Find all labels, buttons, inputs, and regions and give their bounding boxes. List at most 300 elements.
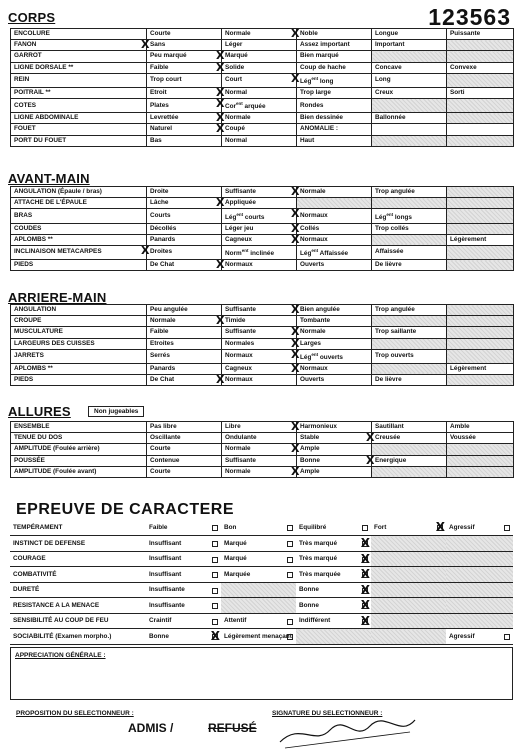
option-cell[interactable] — [216, 196, 297, 210]
row-label: PIEDS — [11, 260, 147, 271]
option-cell[interactable] — [447, 316, 514, 327]
checkbox[interactable] — [362, 525, 368, 531]
option-label: Harmonieux — [300, 423, 337, 431]
row-label: CROUPE — [11, 316, 147, 327]
option-cell[interactable] — [297, 62, 372, 73]
option-cell[interactable] — [297, 113, 372, 124]
checkbox[interactable] — [287, 525, 293, 531]
cross-mark-icon: X — [291, 420, 300, 433]
option-cell[interactable] — [222, 27, 300, 40]
checkbox[interactable] — [504, 525, 510, 531]
option-cell[interactable] — [147, 349, 222, 363]
admis-option[interactable]: ADMIS / — [128, 721, 174, 735]
option-cell[interactable] — [297, 87, 372, 98]
option-cell[interactable] — [216, 373, 297, 387]
checkbox[interactable] — [287, 541, 293, 547]
option-label: Ondulante — [225, 434, 257, 442]
cross-mark-icon: X — [366, 431, 375, 445]
option-cell[interactable] — [291, 303, 372, 316]
row-label: AMPLITUDE (Foulée arrière) — [11, 444, 147, 455]
option-cell[interactable] — [146, 567, 221, 583]
option-cell[interactable] — [147, 314, 225, 328]
option-cell[interactable] — [147, 305, 222, 316]
option-label: Bas — [150, 136, 162, 144]
option-cell[interactable] — [297, 198, 372, 209]
option-cell[interactable] — [147, 29, 222, 40]
table-row — [11, 87, 514, 98]
option-label: Affaissée — [375, 248, 404, 256]
option-cell[interactable] — [291, 71, 372, 87]
option-cell[interactable] — [372, 187, 447, 198]
option-cell[interactable] — [222, 245, 297, 259]
option-cell[interactable] — [296, 520, 371, 536]
option-cell[interactable] — [147, 196, 225, 210]
table-row — [10, 567, 513, 583]
option-cell[interactable] — [146, 629, 221, 645]
option-cell[interactable] — [296, 598, 371, 614]
option-cell[interactable] — [147, 234, 222, 245]
option-cell[interactable] — [296, 536, 371, 552]
option-cell[interactable] — [146, 582, 221, 598]
option-label: Droite — [150, 188, 169, 196]
table-row — [11, 62, 514, 73]
option-cell[interactable] — [222, 336, 300, 350]
option-cell[interactable] — [291, 361, 372, 375]
option-cell[interactable] — [147, 135, 222, 146]
option-label: Normaux — [225, 261, 253, 269]
option-cell[interactable] — [216, 111, 297, 125]
checkbox[interactable] — [287, 634, 293, 640]
row-label: PIEDS — [11, 375, 147, 386]
row-label: PORT DU FOUET — [11, 135, 147, 146]
option-cell[interactable] — [221, 613, 296, 629]
option-cell[interactable] — [147, 223, 222, 234]
option-cell[interactable] — [297, 135, 372, 146]
option-label: Faible — [150, 328, 169, 336]
option-cell[interactable] — [372, 260, 447, 271]
option-cell[interactable] — [372, 466, 447, 477]
option-label: Contenue — [150, 456, 180, 464]
option-cell[interactable] — [146, 520, 221, 536]
option-cell[interactable] — [222, 347, 300, 363]
option-cell[interactable] — [222, 420, 300, 433]
option-label: Lég$^{ent}$ ouverts — [300, 351, 343, 361]
option-label: Droites — [150, 248, 173, 256]
option-label: Indifférent — [299, 617, 331, 625]
option-cell[interactable] — [221, 629, 296, 645]
option-cell[interactable] — [297, 375, 372, 386]
option-cell[interactable] — [372, 40, 447, 51]
option-cell[interactable] — [447, 113, 514, 124]
option-cell[interactable] — [147, 60, 225, 74]
option-label: Normale — [225, 467, 251, 475]
option-label: Creux — [375, 88, 394, 96]
option-cell[interactable] — [447, 444, 514, 455]
appreciation-label: APPRECIATION GÉNÉRALE : — [15, 652, 106, 659]
option-cell — [371, 582, 446, 598]
option-cell[interactable] — [222, 455, 297, 466]
option-cell[interactable] — [447, 245, 514, 259]
checkbox[interactable] — [212, 525, 218, 531]
table-row — [11, 305, 514, 316]
option-cell[interactable] — [147, 209, 222, 223]
option-cell[interactable] — [372, 209, 447, 223]
option-cell[interactable] — [447, 466, 514, 477]
row-label: BRAS — [11, 209, 147, 223]
option-cell[interactable] — [446, 520, 513, 536]
option-cell[interactable] — [216, 97, 297, 113]
option-cell[interactable] — [447, 338, 514, 349]
cross-mark-icon: X — [366, 453, 375, 467]
option-cell[interactable] — [291, 325, 372, 339]
option-cell[interactable] — [146, 598, 221, 614]
option-cell[interactable] — [297, 260, 372, 271]
option-cell[interactable] — [372, 316, 447, 327]
option-cell[interactable] — [147, 327, 222, 338]
option-cell[interactable] — [291, 27, 372, 40]
option-cell[interactable] — [447, 260, 514, 271]
option-cell[interactable] — [147, 258, 225, 271]
option-cell[interactable] — [222, 433, 297, 444]
option-cell[interactable] — [222, 135, 297, 146]
option-cell[interactable] — [291, 207, 372, 223]
option-cell[interactable] — [291, 232, 372, 246]
check-mark-icon: X — [210, 629, 220, 643]
row-label: COMBATIVITÉ — [10, 567, 146, 583]
option-label: Sans — [150, 41, 166, 49]
option-cell[interactable] — [222, 303, 300, 316]
table-row — [10, 520, 513, 536]
option-cell[interactable] — [147, 187, 222, 198]
refuse-option[interactable]: REFUSÉ — [208, 721, 257, 735]
section-title-arriere-main: ARRIERE-MAIN — [8, 290, 107, 305]
option-cell[interactable] — [447, 99, 514, 113]
table-row — [10, 536, 513, 552]
checkbox[interactable] — [287, 572, 293, 578]
option-label: Norm$^{ent}$ inclinée — [225, 247, 275, 257]
row-label: RESISTANCE A LA MENACE — [10, 598, 146, 614]
option-cell[interactable] — [447, 305, 514, 316]
option-cell[interactable] — [147, 122, 225, 136]
table-row — [11, 198, 514, 209]
option-label: Bien marqué — [300, 52, 339, 60]
option-cell[interactable] — [147, 111, 225, 125]
option-cell[interactable] — [446, 629, 513, 645]
option-label: Faible — [149, 524, 168, 531]
option-cell[interactable] — [447, 433, 514, 444]
cross-mark-icon: X — [291, 207, 300, 221]
option-cell[interactable] — [297, 40, 372, 51]
option-cell[interactable] — [147, 97, 225, 113]
checkbox[interactable] — [212, 588, 218, 594]
option-label: Long — [375, 76, 391, 84]
option-cell[interactable] — [141, 38, 222, 52]
option-cell[interactable] — [372, 338, 447, 349]
option-cell[interactable] — [372, 198, 447, 209]
table-row — [11, 51, 514, 62]
table-row — [10, 582, 513, 598]
option-cell[interactable] — [291, 347, 372, 363]
option-cell[interactable] — [221, 551, 296, 567]
allures-table — [10, 421, 514, 478]
option-cell[interactable] — [447, 40, 514, 51]
option-cell[interactable] — [291, 464, 372, 478]
option-cell[interactable] — [372, 51, 447, 62]
section-title-caractere: EPREUVE DE CARACTERE — [16, 501, 235, 518]
option-cell[interactable] — [146, 536, 221, 552]
option-cell[interactable] — [447, 187, 514, 198]
option-cell[interactable] — [372, 349, 447, 363]
table-row — [11, 466, 514, 477]
option-label: Courte — [150, 467, 171, 475]
option-cell[interactable] — [366, 453, 447, 467]
option-label: De Chat — [150, 261, 175, 269]
option-cell[interactable] — [291, 336, 372, 350]
option-cell[interactable] — [447, 135, 514, 146]
option-cell[interactable] — [447, 422, 514, 433]
checkbox[interactable] — [212, 541, 218, 547]
option-cell — [371, 629, 446, 645]
option-label: Concave — [375, 63, 402, 71]
checkbox[interactable] — [212, 603, 218, 609]
row-label: TEMPÉRAMENT — [10, 520, 146, 536]
option-cell[interactable] — [216, 60, 297, 74]
cross-mark-icon: X — [216, 97, 225, 111]
option-cell[interactable] — [146, 551, 221, 567]
option-label: Ouverts — [300, 376, 325, 384]
table-row — [11, 223, 514, 234]
table-row — [10, 613, 513, 629]
option-cell[interactable] — [372, 124, 447, 135]
option-label: Insuffisante — [149, 586, 185, 594]
check-mark-icon: X — [435, 520, 445, 534]
section-title-allures: ALLURES — [8, 404, 71, 419]
option-cell[interactable] — [372, 223, 447, 234]
table-row — [11, 29, 514, 40]
option-cell[interactable] — [447, 363, 514, 374]
option-cell[interactable] — [447, 327, 514, 338]
option-cell[interactable] — [291, 442, 372, 456]
option-cell[interactable] — [146, 613, 221, 629]
option-cell — [371, 598, 446, 614]
checkbox[interactable] — [212, 557, 218, 563]
option-cell[interactable] — [147, 73, 222, 87]
row-label: COUDES — [11, 223, 147, 234]
option-cell — [446, 567, 513, 583]
option-label: Cagneux — [225, 235, 252, 243]
option-cell[interactable] — [297, 245, 372, 259]
appreciation-box[interactable] — [10, 647, 513, 700]
option-cell[interactable] — [222, 40, 297, 51]
row-label: LIGNE DORSALE ** — [11, 62, 147, 73]
option-label: Marqué — [224, 555, 247, 563]
option-label: Normaux — [225, 352, 253, 360]
option-cell[interactable] — [372, 135, 447, 146]
option-cell[interactable] — [222, 221, 300, 235]
option-cell — [371, 613, 446, 629]
option-label: Marquée — [224, 570, 251, 578]
option-cell[interactable] — [447, 51, 514, 62]
option-cell[interactable] — [447, 223, 514, 234]
option-label: Normaux — [300, 211, 328, 219]
option-cell[interactable] — [296, 567, 371, 583]
checkbox[interactable] — [504, 634, 510, 640]
option-cell[interactable] — [296, 613, 371, 629]
option-cell[interactable] — [372, 87, 447, 98]
option-cell[interactable] — [221, 567, 296, 583]
checkbox[interactable] — [212, 572, 218, 578]
option-cell[interactable] — [372, 375, 447, 386]
cross-mark-icon: X — [291, 464, 300, 478]
row-label: MUSCULATURE — [11, 327, 147, 338]
option-cell[interactable] — [216, 49, 297, 63]
option-cell[interactable] — [372, 113, 447, 124]
option-cell[interactable] — [372, 234, 447, 245]
option-cell[interactable] — [372, 444, 447, 455]
option-cell[interactable] — [221, 520, 296, 536]
option-label: Normale — [300, 188, 326, 196]
option-cell[interactable] — [141, 243, 222, 259]
option-cell[interactable] — [447, 62, 514, 73]
option-cell[interactable] — [147, 444, 222, 455]
row-label: GARROT — [11, 51, 147, 62]
option-cell[interactable] — [447, 455, 514, 466]
option-cell[interactable] — [222, 464, 300, 478]
option-cell[interactable] — [222, 232, 300, 246]
option-cell[interactable] — [372, 73, 447, 87]
option-cell[interactable] — [366, 431, 447, 445]
option-cell[interactable] — [447, 209, 514, 223]
option-cell — [371, 536, 446, 552]
option-label: Etroit — [150, 88, 167, 96]
option-cell[interactable] — [297, 99, 372, 113]
section-title-avant-main: AVANT-MAIN — [8, 171, 90, 186]
option-cell[interactable] — [447, 124, 514, 135]
option-cell[interactable] — [447, 29, 514, 40]
row-label: FANON — [11, 40, 147, 51]
option-cell[interactable] — [147, 373, 225, 387]
non-jugeables-box[interactable]: Non jugeables — [88, 406, 144, 417]
option-label: Normales — [225, 339, 255, 347]
checkbox[interactable] — [287, 619, 293, 625]
option-cell[interactable] — [296, 582, 371, 598]
option-cell[interactable] — [147, 85, 225, 99]
option-label: Agressif — [449, 632, 475, 640]
cross-mark-icon: X — [291, 71, 300, 85]
option-label: Panards — [150, 235, 176, 243]
option-cell[interactable] — [222, 442, 300, 456]
option-cell[interactable] — [372, 327, 447, 338]
option-cell[interactable] — [447, 73, 514, 87]
option-cell[interactable] — [447, 87, 514, 98]
option-cell[interactable] — [372, 62, 447, 73]
option-cell[interactable] — [297, 124, 372, 135]
option-label: Cor$^{ent}$ arquée — [225, 101, 266, 111]
table-row — [11, 209, 514, 223]
table-row — [11, 73, 514, 87]
option-cell[interactable] — [372, 29, 447, 40]
option-cell[interactable] — [372, 305, 447, 316]
option-cell[interactable] — [222, 325, 300, 339]
option-cell[interactable] — [222, 361, 300, 375]
option-label: Bonne — [300, 456, 320, 464]
option-cell[interactable] — [147, 455, 222, 466]
option-label: Insuffisant — [149, 539, 182, 547]
option-label: De lièvre — [375, 261, 402, 269]
option-cell[interactable] — [291, 185, 372, 198]
checkbox[interactable] — [212, 619, 218, 625]
option-cell — [446, 598, 513, 614]
row-label: SOCIABILITÉ (Examen morpho.) — [10, 629, 146, 645]
corps-table — [10, 28, 514, 147]
row-label: ENSEMBLE — [11, 422, 147, 433]
option-cell[interactable] — [296, 551, 371, 567]
option-cell[interactable] — [147, 363, 222, 374]
option-cell[interactable] — [147, 338, 222, 349]
option-cell[interactable] — [216, 258, 297, 271]
option-label: Trop ouverts — [375, 352, 414, 360]
option-cell[interactable] — [447, 349, 514, 363]
option-cell[interactable] — [147, 422, 222, 433]
option-cell[interactable] — [371, 520, 446, 536]
option-label: Haut — [300, 136, 315, 144]
option-cell[interactable] — [221, 536, 296, 552]
table-row — [11, 40, 514, 51]
option-cell[interactable] — [147, 49, 225, 63]
option-cell[interactable] — [216, 314, 297, 328]
option-label: Appliquée — [225, 199, 256, 207]
option-cell[interactable] — [447, 198, 514, 209]
option-label: Trop large — [300, 88, 331, 96]
option-cell[interactable] — [372, 422, 447, 433]
row-label: COURAGE — [10, 551, 146, 567]
option-cell[interactable] — [447, 234, 514, 245]
option-label: Légèrement menaçant — [224, 632, 292, 640]
table-row — [11, 338, 514, 349]
option-cell[interactable] — [372, 363, 447, 374]
option-cell[interactable] — [297, 431, 375, 445]
option-label: Tombante — [300, 317, 331, 325]
option-cell[interactable] — [297, 51, 372, 62]
option-cell[interactable] — [447, 375, 514, 386]
option-cell[interactable] — [216, 122, 297, 136]
option-label: Etroites — [150, 339, 174, 347]
option-cell[interactable] — [147, 466, 222, 477]
cross-mark-icon: X — [291, 27, 300, 40]
option-label: Bonne — [299, 601, 319, 609]
checkbox[interactable] — [287, 557, 293, 563]
option-label: Lâche — [150, 199, 169, 207]
option-cell[interactable] — [222, 71, 300, 87]
option-cell[interactable] — [372, 245, 447, 259]
table-row — [11, 187, 514, 198]
option-cell[interactable] — [297, 453, 375, 467]
option-cell[interactable] — [216, 85, 297, 99]
option-cell[interactable] — [222, 207, 300, 223]
option-label: Lég$^{ent}$ Affaissée — [300, 247, 349, 257]
option-label: Peu angulée — [150, 306, 188, 314]
option-cell[interactable] — [222, 185, 300, 198]
row-label: LARGEURS DES CUISSES — [11, 338, 147, 349]
row-label: APLOMBS ** — [11, 363, 147, 374]
option-cell[interactable] — [297, 316, 372, 327]
option-cell[interactable] — [291, 420, 372, 433]
option-label: De lièvre — [375, 376, 402, 384]
option-cell[interactable] — [372, 99, 447, 113]
option-cell[interactable] — [147, 433, 222, 444]
option-cell[interactable] — [291, 221, 372, 235]
option-label: Noble — [300, 30, 318, 38]
